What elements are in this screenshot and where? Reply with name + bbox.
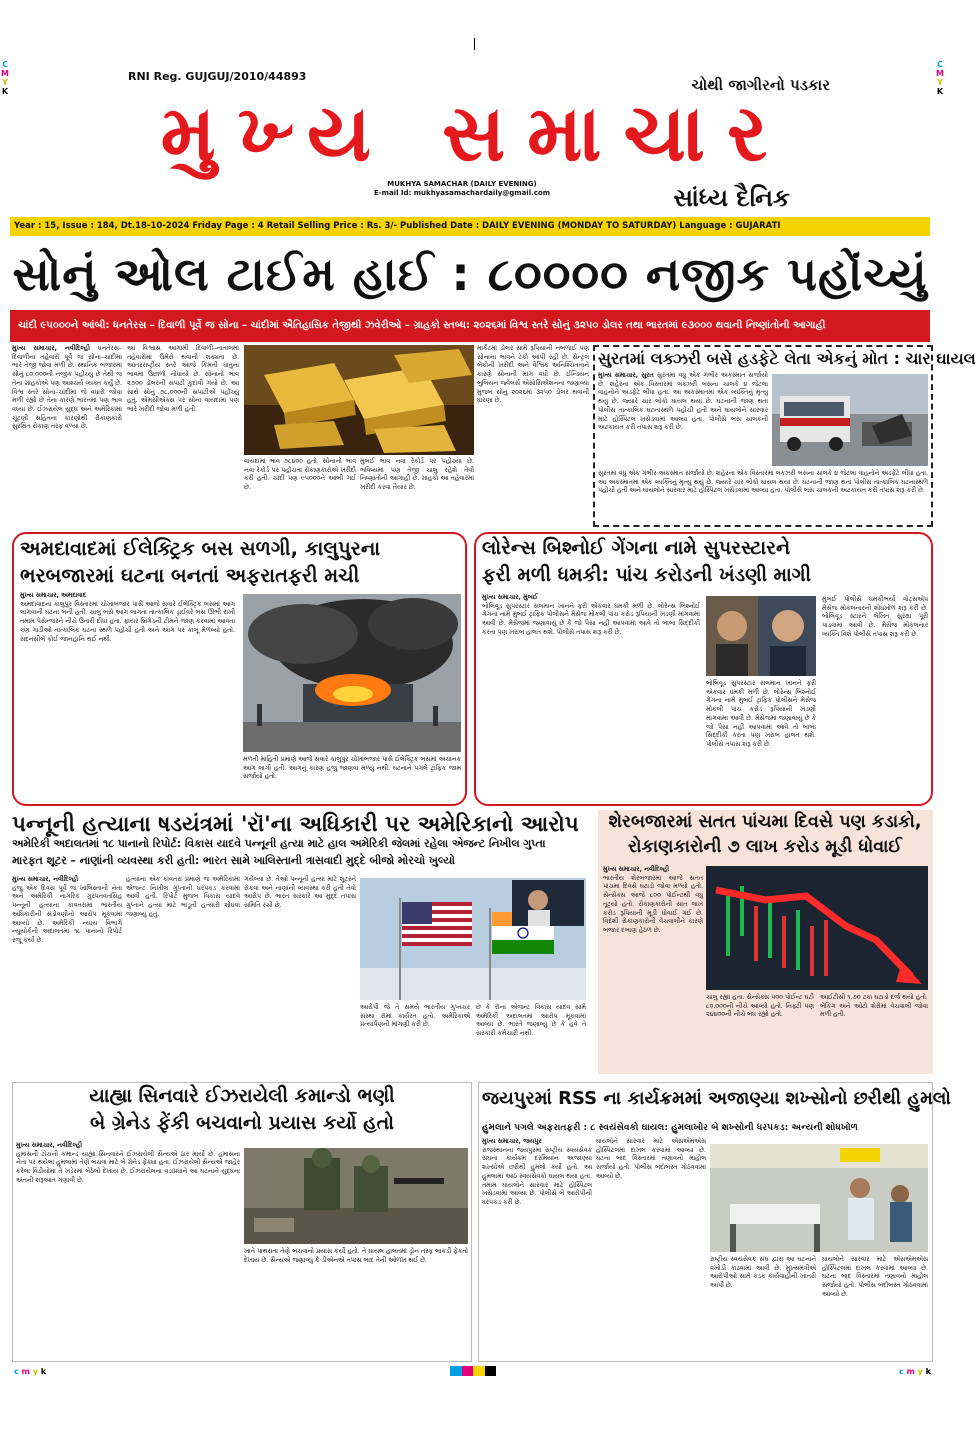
sensex-column-left: ચાલુ રહ્યા હતા. સેન્સેક્સ ૫૦૦ પોઈન્ટ ઘટી ૮૦,૦૦૦ની નીચે આવ્યો હતો. નિફ્ટી પણ ૨૪૪૦૦ની નીચે બંધ રહ્યો હતો. bbox=[706, 994, 814, 1019]
cmyk-strip-right: C M Y K bbox=[936, 60, 944, 96]
portraits-photo bbox=[706, 596, 816, 676]
pannu-column-5: છે કે રૉના એજન્ટ વિકાસ યાદવ સામે અમેરિકી અદાલતમાં આરોપ મૂકવામાં આવ્યા છે. ભારતે જણાવ્યું છે કે હવે તે સરકારી કર્મચારી નથી. bbox=[476, 1004, 586, 1038]
surat-text bbox=[598, 372, 768, 470]
bishnoi-text bbox=[482, 594, 700, 800]
bishnoi-headline-line1: લોરેન્સ બિશ્નોઈ ગેંગના નામે સુપરસ્ટારને bbox=[482, 537, 791, 559]
ahmedabad-headline-line2: ભરબજારમાં ઘટના બનતાં અફરાતફરી મચી bbox=[20, 564, 360, 587]
cmyk-marks-bottom-right: c m y k bbox=[898, 1367, 931, 1376]
ahmedabad-headline-line1: અમદાવાદમાં ઈલેક્ટ્રિક બસ સળગી, કાલુપુરના bbox=[20, 537, 381, 560]
issue-info-bar: Year : 15, Issue : 184, Dt.18-10-2024 Friday Page : 4 Retail Selling Price : Rs. 3/- Published Date : DAILY EVENING (MONDAY TO SATURDAY) Language : GUJARATI bbox=[10, 217, 930, 236]
tagline: ચોથી જાગીરનો પડકાર bbox=[691, 76, 830, 94]
jaipur-headline: જયપુરમાં RSS ના કાર્યક્રમમાં અજાણ્યા શખ્સોનો છરીથી હુમલો bbox=[482, 1088, 951, 1109]
lead-strap: ચાંદી ૯૫૦૦૦ને આંબી: ધનતેરસ – દિવાળી પૂર્વે જ સોના – ચાંદીમાં ઐતિહાસિક તેજીથી ઝવેરીઓ – ગ્રાહકો સ્તબ્ધ: ૨૦૨૬માં વિશ્વ સ્તરે સોનું ૩૨૫૦ ડોલર તથા ભારતમાં ૯૩૦૦૦ થવાની નિષ્ણાંતોની આગાહી bbox=[10, 310, 930, 342]
ahmedabad-dateline: મુખ્ય સમાચાર, અમદાવાદ bbox=[20, 592, 87, 599]
pannu-column-4: આરોપી જે તે સમયે ભારતીય ગુપ્તચર સંસ્થા રૉમાં કાર્યરત હતો. અમેરિકાએ પ્રત્યાર્પણની માંગણી કરી છે. bbox=[360, 1004, 470, 1029]
publication-name: MUKHYA SAMACHAR (DAILY EVENING) bbox=[387, 180, 537, 188]
israel-headline-line1: યાહ્યા સિનવારે ઈઝરાયેલી કમાન્ડો ભણી bbox=[89, 1085, 395, 1107]
accident-bus-photo bbox=[772, 374, 928, 466]
surat-body: સુરતમાં વધુ એક ગંભીર અકસ્માત સર્જાયો છે. શહેરના એક વિસ્તારમાં લક્ઝરી બસના ચાલકે ૪ જેટલા વાહનોને અડફેટે લીધા હતા. આ અકસ્માતમાં એક વ્યક્તિનું મૃત્યુ થયું છે. જ્યારે ચાર લોકો ઘાયલ થયા છે. ઘટનાની જાણ થતા પોલીસ તાત્કાલિક ઘટનાસ્થળે પહોંચી હતી અને ઘાયલોને સારવાર માટે હોસ્પિટલ ખસેડવામાં આવ્યા હતા. પોલીસે બસ ચાલકની અટકાયત કરી તપાસ શરૂ કરી છે. bbox=[598, 372, 768, 432]
sensex-text bbox=[603, 866, 703, 990]
pannu-dateline: મુખ્ય સમાચાર, નવીદિલ્હી bbox=[12, 876, 79, 883]
israel-dateline: મુખ્ય સમાચાર, નવીદિલ્હી bbox=[16, 1142, 83, 1149]
registration-mark-top bbox=[474, 38, 475, 50]
israel-text bbox=[16, 1142, 240, 1358]
lead-column-5: માર્કેટમાં ડોલર સામે રૂપિયાની નબળાઈ પણ સોનાના ભાવને ટેકો આપી રહી છે. સેન્ટ્રલ બેંકોની ખરીદી અને વૈશ્વિક અનિશ્ચિતતાને કારણે સોનાની માંગ વધી છે. ઈન્ડિયન બુલિયન જ્વેલર્સ એસોસિએશનના જણાવ્યા મુજબ સોનું ૨૦૨૬માં ૩૨૫૦ ડોલર થવાની ધારણા છે. bbox=[477, 345, 589, 405]
stock-crash-photo bbox=[706, 866, 928, 990]
pannu-text-1: હજુ એક દિવસ પૂર્વે જ ખાલિસ્તાની નેતા અને અમેરિકી નાગરિક ગુરપતવંતસિંહ પન્નૂની હત્યાના કાવતરામાં ભારતીય અધિકારીની સંડોવણીનો આરોપ મૂકવામાં આવ્યો છે. અમેરિકી ન્યાય વિભાગે ન્યૂયોર્કની અદાલતમાં ૧૮ પાનાનો રિપોર્ટ રજૂ કર્યો છે. bbox=[12, 884, 122, 944]
jaipur-subhead: હુમલાને પગલે અફરાતફરી : ૮ સ્વયંસેવકો ઘાયલ: હુમલાખોર બે શખ્સોની ધરપકડ: અન્યની શોધખોળ bbox=[482, 1122, 858, 1133]
bishnoi-headline-line2: ફરી મળી ધમકી: પાંચ કરોડની ખંડણી માગી bbox=[482, 564, 812, 586]
surat-dateline: મુખ્ય સમાચાર, સુરત bbox=[598, 372, 654, 379]
jaipur-column-4: ઘાયલોને સારવાર માટે એસએમએસ હોસ્પિટલમાં દાખલ કરવામાં આવ્યા છે. ઘટના બાદ વિસ્તારમાં તણાવનો માહોલ સર્જાયો હતો. પોલીસ બંદોબસ્ત ગોઠવવામાં આવ્યો છે. bbox=[822, 1256, 928, 1298]
pannu-subhead-1: અમેરિકી અદાલતમાં ૧૮ પાનાનો રિપોર્ટ: વિકાસ યાદવે પન્નૂની હત્યા માટે હાલ અમેરિકી જેલમાં રહેલા એજન્ટ નિખીલ ગુપ્તા bbox=[12, 837, 546, 850]
israel-caption: ખાતે પાથરાતા તેણે બચવાનો પ્રયાસ કર્યો હતો. તે ઘાયલ હાલતમાં ડ્રોન તરફ લાકડી ફેંકતો દેખાય છે. સૈન્યએ જણાવ્યું કે ડીએનએ તપાસ બાદ તેની ઓળખ થઈ છે. bbox=[244, 1248, 468, 1264]
cmyk-strip-left: C M Y K bbox=[1, 60, 9, 96]
commandos-photo bbox=[244, 1148, 468, 1244]
lead-headline: સોનું ઓલ ટાઈમ હાઈ : ૮૦૦૦૦ નજીક પહોંચ્યું bbox=[12, 247, 928, 301]
jaipur-dateline: મુખ્ય સમાચાર, જયપુર bbox=[482, 1138, 542, 1145]
newspaper-title: મુખ્ય સમાચાર bbox=[160, 89, 790, 179]
bishnoi-text-middle: બોલિવૂડ સુપરસ્ટાર સલમાન ખાનને ફરી એકવાર ધમકી મળી છે. લોરેન્સ બિશ્નોઈ ગેંગના નામે મુંબઈ ટ્રાફિક પોલીસને મેસેજ મોકલી પાંચ કરોડ રૂપિયાની ખંડણી માંગવામાં આવી છે. મેસેજમાં જણાવાયું છે કે જો પૈસા નહીં આપવામાં આવે તો બાબા સિદ્દીકી કરતા પણ ખરાબ હાલત થશે. પોલીસે તપાસ શરૂ કરી છે. bbox=[706, 680, 816, 748]
ahmedabad-body: અમદાવાદના કાલુપુર વિસ્તારમાં ચોખાબજાર પાસે આજે સવારે ઈલેક્ટ્રિક બસમાં આગ લાગવાની ઘટના બની હતી. ચાલુ બસે આગ લાગતા તાત્કાલિક ડ્રાઈવરે બસ ઊભી રાખી તમામ પેસેન્જરને નીચે ઉતારી દીધા હતા. ફાયર બ્રિગેડની ટીમને જાણ કરવામાં આવતા ત્રણ ગાડીઓ તાત્કાલિક ઘટના સ્થળે પહોંચી હતી અને આગ પર કાબૂ મેળવ્યો હતો. સદનસીબે કોઈ જાનહાનિ થઈ નથી. bbox=[20, 600, 235, 643]
bus-fire-photo bbox=[243, 594, 461, 752]
jaipur-body: રાજસ્થાનના જયપુરમાં રાષ્ટ્રીય સ્વયંસેવક સંઘના કાર્યક્રમ દરમિયાન અજાણ્યા શખ્સોએ છરીથી હુમલો કર્યો હતો. આ હુમલામાં આઠ સ્વયંસેવકો ઘાયલ થયા હતા. તમામ ઘાયલોને સારવાર માટે હોસ્પિટલ ખસેડવામાં આવ્યા છે. પોલીસે બે આરોપીની ધરપકડ કરી છે. bbox=[482, 1146, 592, 1206]
bishnoi-body: બોલિવૂડ સુપરસ્ટાર સલમાન ખાનને ફરી એકવાર ધમકી મળી છે. લોરેન્સ બિશ્નોઈ ગેંગના નામે મુંબઈ ટ્રાફિક પોલીસને મેસેજ મોકલી પાંચ કરોડ રૂપિયાની ખંડણી માંગવામાં આવી છે. મેસેજમાં જણાવાયું છે કે જો પૈસા નહીં આપવામાં આવે તો બાબા સિદ્દીકી કરતા પણ ખરાબ હાલત થશે. પોલીસે તપાસ શરૂ કરી છે. bbox=[482, 602, 700, 636]
sensex-dateline: મુખ્ય સમાચાર, નવીદિલ્હી bbox=[603, 866, 670, 873]
pannu-column-3: ગયેલ્યા છે. તેઓ પન્નૂની હત્યા માટે શૂટરને રોકવા અને નાણાંની વ્યવસ્થા કરી હતી તેવો આરોપ છે. ભારત સરકારે આ મુદ્દે તપાસ સમિતિ રચી છે. bbox=[244, 876, 356, 910]
edition-label: સાંધ્ય દૈનિક bbox=[673, 184, 790, 212]
pannu-column-2: હત્યાના એક કાવતરા પ્રમાણે જ અમેરિકામાં એજન્ટ નિખીલ ગુપ્તાની ધરપકડ કરવામાં આવી હતી. રિપોર્ટ મુજબ વિકાસ યાદવે ગુપ્તાને હત્યા માટે ભાડૂતી હત્યારો શોધવા જણાવ્યું હતું. bbox=[126, 876, 240, 918]
lead-column-4: મુંબઈ ભાવ નવા રેકોર્ડ પર પહોંચ્યા છે. ભવિષ્યમાં પણ તેજી ચાલુ રહેશે તેવી નિષ્ણાંતોની આગાહી છે. ગ્રાહકો આ તહેવારમાં ખરીદી કરવા તૈયાર છે. bbox=[360, 458, 474, 492]
rni-number: RNI Reg. GUJGUJ/2010/44893 bbox=[128, 70, 307, 83]
israel-body: હમાસની ટોચની કમાન્ડ યાહ્યા સિનવારને ઈઝરાયેલી સૈન્યએ ઠાર માર્યો છે. હમાસના નેતા પર થયેલા હુમલામાં તેણે બચવા માટે બે ગ્રેનેડ ફેંક્યા હતા. ઈઝરાયેલી સૈન્યએ જાહેર કરેલા વિડીયોમાં તે ખંડેરમાં બેઠેલો દેખાય છે. ઈઝરાયેલના વડાપ્રધાને આ ઘટનાને યુદ્ધના અંતની શરૂઆત ગણાવી છે. bbox=[16, 1150, 240, 1184]
cmyk-marks-bottom-left: c m y k bbox=[14, 1367, 47, 1376]
israel-headline-line2: બે ગ્રેનેડ ફેંકી બચવાનો પ્રયાસ કર્યો હતો bbox=[90, 1112, 394, 1134]
ahmedabad-text bbox=[20, 592, 235, 800]
sensex-headline-line2: રોકાણકારોની ૭ લાખ કરોડ મૂડી ધોવાઈ bbox=[628, 837, 902, 857]
lead-column-2: આ વિશ્વાસ આગામી દિવાળી–નાતાલમાં તહેવારોમાં ઉમેરો થવાની શક્યતા છે. આંતરરાષ્ટ્રીય સ્તરે આજે કિંમતી ધાતુના ભાવમાં ઉછાળો નોંધાયો છે. સોનાનો ભાવ ૨૭૦૦ ડોલરની સપાટી કુદાવી ગયો છે. આ સાથે સોનું ૭૮,૦૦૦ની સપાટીએ પહોંચ્યું હતું. એમસીએક્સ પર સોના વાયદામાં પણ ભારે ખરીદી જોવા મળી હતી. bbox=[127, 345, 239, 413]
ahmedabad-caption: મળતી માહિતી પ્રમાણે આજે સવારે કાલુપુર ચોખાબજાર પાસે ઈલેક્ટ્રિક બસમાં અચાનક આગ લાગી હતી. આગનું કારણ હજુ જાણવા મળ્યું નથી. ઘટનાને પગલે ટ્રાફિક જામ સર્જાયો હતો. bbox=[243, 756, 461, 781]
lead-column-1 bbox=[12, 345, 122, 525]
publication-email: E-mail Id: mukhyasamachardaily@gmail.com bbox=[373, 189, 551, 197]
lead-column-3: વાયદામાં ભાવ ૭૮૪૦૦ હતો. સોનાનો ભાવ નવા રેકોર્ડ પર પહોંચતા રોકાણકારોએ ખરીદી કરી હતી. ચાંદી પણ ૯૫૦૦૦ને આંબી ગઈ છે. bbox=[244, 458, 356, 492]
surat-headline: સુરતમાં લક્ઝરી બસે હડફેટે લેતા એકનું મોત : ચાર ઘાયલ bbox=[598, 349, 976, 368]
bishnoi-text-right: મુંબઈ પોલીસે ધમકીભર્યા વોટ્સએપ મેસેજ મોકલનારની શોધખોળ શરૂ કરી છે. બોલિવૂડ સ્ટારને લેખિત સુરક્ષા પૂરી પાડવામાં આવી છે. મેસેજ મોકલનાર વ્યક્તિ વિશે પોલીસે તપાસ શરૂ કરી છે. bbox=[822, 596, 928, 638]
hospital-photo bbox=[710, 1144, 928, 1252]
lead-text-1: ધનતેરસ–દિવાળીના તહેવારો પૂર્વે જ સોના–ચાંદીમાં ભારે તેજી જોવા મળી છે. સ્થાનિક બજારમાં સોનું ૮૦,૦૦૦ની નજીક પહોંચ્યું છે તેથી જ તેના ગ્રાહકોએ પણ આશ્ચર્ય વ્યક્ત કર્યું છે. વિશ્વ સ્તરે સોના–ચાંદીમાં જે વધારો જોવા મળી રહ્યો છે તેના કારણે ભારતમાં પણ ભાવ વધ્યા છે. ઈઝરાયેલ યુદ્ધ અને અમેરિકામાં ચૂંટણી સહિતના કારણોથી રોકાણકારો સુરક્ષિત રોકાણ તરફ વળ્યા છે. bbox=[12, 345, 122, 431]
pannu-subhead-2: મારફત શૂટર – નાણાંની વ્યવસ્થા કરી હતી: ભારત સામે ખાલિસ્તાની ત્રાસવાદી મુદ્દે બીજો મોરચો ખુલ્યો bbox=[12, 854, 455, 867]
pannu-headline: પન્નૂની હત્યાના ષડયંત્રમાં 'રૉ'ના અધિકારી પર અમેરિકાનો આરોપ bbox=[12, 812, 579, 837]
sensex-column-right: આઈટીસી ૧.૭૦ ટકા ઘટાડો દર્જ થયો હતો. બેંકિંગ અને ઓટો શેરોમાં વેચવાલી જોવા મળી હતી. bbox=[820, 994, 928, 1019]
bishnoi-dateline: મુખ્ય સમાચાર, મુંબઈ bbox=[482, 594, 538, 601]
surat-text-continued: સુરતમાં વધુ એક ગંભીર અકસ્માત સર્જાયો છે. શહેરના એક વિસ્તારમાં લક્ઝરી બસના ચાલકે ૪ જેટલા વાહનોને અડફેટે લીધા હતા. આ અકસ્માતમાં એક વ્યક્તિનું મૃત્યુ થયું છે. જ્યારે ચાર લોકો ઘાયલ થયા છે. ઘટનાની જાણ થતા પોલીસ તાત્કાલિક ઘટનાસ્થળે પહોંચી હતી અને ઘાયલોને સારવાર માટે હોસ્પિટલ ખસેડવામાં આવ્યા હતા. પોલીસે બસ ચાલકની અટકાયત કરી તપાસ શરૂ કરી છે. bbox=[598, 470, 928, 495]
flags-photo bbox=[360, 878, 586, 1000]
lead-dateline: મુખ્ય સમાચાર, નવીદિલ્હી bbox=[12, 345, 90, 352]
pannu-column-1 bbox=[12, 876, 122, 1074]
sensex-body: ભારતીય શેરબજારમાં આજે સતત પાંચમા દિવસે ઘટાડો જોવા મળ્યો હતો. સેન્સેક્સ આજે ૮૦૦ પોઈન્ટથી વધુ તૂટ્યો હતો. રોકાણકારોની સાત લાખ કરોડ રૂપિયાની મૂડી ધોવાઈ ગઈ છે. વિદેશી રોકાણકારોની વેચવાલીને કારણે બજાર દબાણ હેઠળ છે. bbox=[603, 874, 703, 934]
gold-bars-photo bbox=[244, 345, 474, 455]
publication-info bbox=[372, 180, 552, 198]
jaipur-column-3: રાષ્ટ્રીય સ્વયંસેવક સંઘ દ્વારા આ ઘટનાને વખોડી કાઢવામાં આવી છે. મુખ્યમંત્રીએ આરોપીઓ સામે કડક કાર્યવાહીની ખાતરી આપી છે. bbox=[710, 1256, 816, 1290]
color-bar-bottom bbox=[450, 1366, 496, 1376]
jaipur-column-1 bbox=[482, 1138, 592, 1358]
jaipur-column-2: ઘાયલોને સારવાર માટે એસએમએસ હોસ્પિટલમાં દાખલ કરવામાં આવ્યા છે. ઘટના બાદ વિસ્તારમાં તણાવનો માહોલ સર્જાયો હતો. પોલીસ બંદોબસ્ત ગોઠવવામાં આવ્યો છે. bbox=[596, 1138, 706, 1180]
sensex-headline-line1: શેરબજારમાં સતત પાંચમા દિવસે પણ કડાકો, bbox=[608, 812, 922, 832]
